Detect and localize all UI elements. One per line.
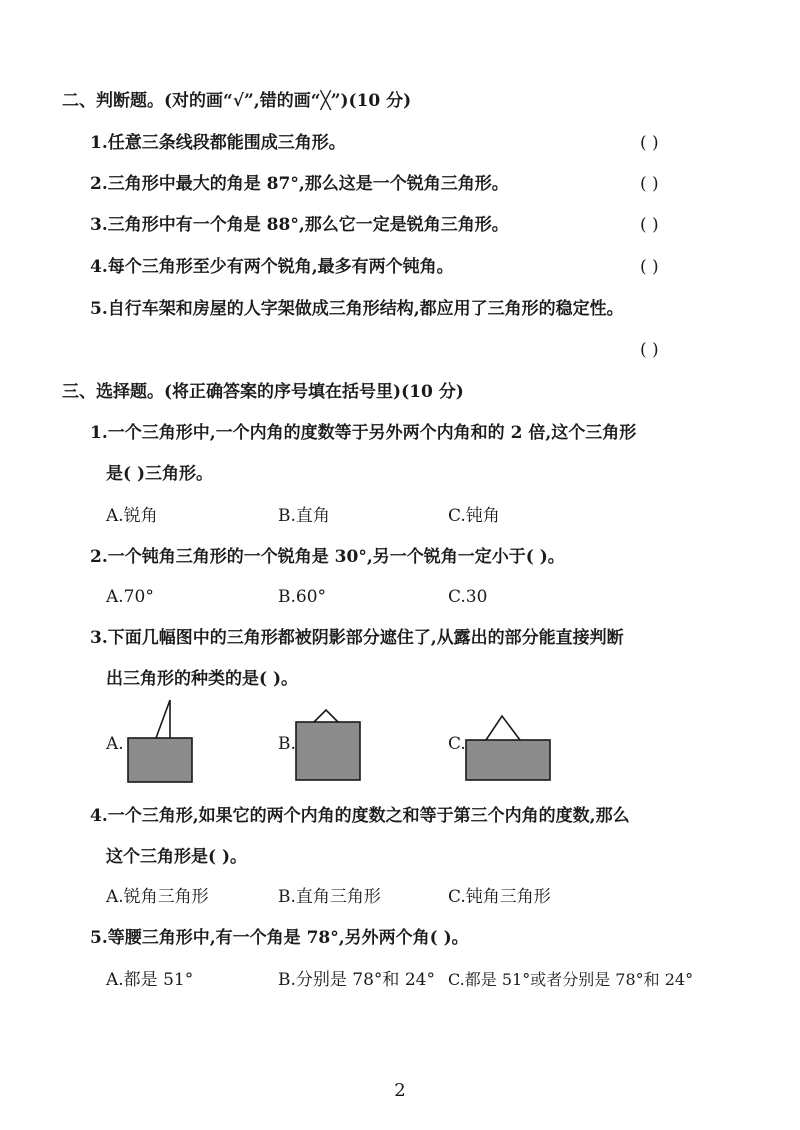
choice-q1-line2: 是( )三角形。 (106, 464, 214, 484)
answer-paren-2[interactable]: ( ) (640, 174, 659, 194)
choice-q5-option-a: A.都是 51° (106, 970, 194, 990)
choice-q3-text: 下面几幅图中的三角形都被阴影部分遮住了,从露出的部分能直接判断 (107, 628, 624, 648)
choice-q5-option-b: B.分别是 78°和 24° (278, 970, 435, 990)
figure-b-triangle-diagram (290, 700, 366, 784)
answer-paren-5[interactable]: ( ) (640, 340, 659, 360)
judge-item-text: 三角形中有一个角是 88°,那么它一定是锐角三角形。 (107, 215, 509, 235)
page-number: 2 (394, 1080, 406, 1101)
choice-q4-option-b: B.直角三角形 (278, 887, 381, 907)
choice-q4-text: 一个三角形,如果它的两个内角的度数之和等于第三个内角的度数,那么 (107, 806, 630, 826)
choice-q1-option-b: B.直角 (278, 506, 330, 526)
judge-item-num: 1. (90, 133, 108, 153)
section3-title: 三、选择题。(将正确答案的序号填在括号里)(10 分) (62, 382, 464, 402)
choice-q2-num: 2. (90, 547, 108, 567)
choice-q2-option-b: B.60° (278, 587, 327, 607)
figure-c-shade-rect (466, 740, 550, 780)
choice-q3-line2: 出三角形的种类的是( )。 (106, 669, 299, 689)
figure-a-label: A. (106, 734, 124, 754)
choice-q1-option-c: C.钝角 (448, 506, 500, 526)
choice-q4-line2: 这个三角形是( )。 (106, 847, 248, 867)
choice-q1-option-a: A.锐角 (106, 506, 158, 526)
choice-q4-option-c: C.钝角三角形 (448, 887, 551, 907)
judge-item-num: 5. (90, 299, 108, 319)
judge-item-num: 4. (90, 257, 108, 277)
choice-q4-line1 (90, 804, 630, 828)
choice-q1-num: 1. (90, 423, 108, 443)
judge-item-3 (90, 213, 509, 237)
figure-c-label: C. (448, 734, 466, 754)
choice-q2-text: 一个钝角三角形的一个锐角是 30°,另一个锐角一定小于( )。 (107, 547, 565, 567)
choice-q5-option-c: C.都是 51°或者分别是 78°和 24° (448, 970, 694, 989)
figure-c-triangle-edge (486, 716, 520, 740)
section2-title: 二、判断题。(对的画“√”,错的画“╳”)(10 分) (62, 91, 412, 111)
judge-item-num: 3. (90, 215, 108, 235)
figure-c-triangle-diagram (462, 700, 554, 784)
answer-paren-4[interactable]: ( ) (640, 257, 659, 277)
choice-q4-option-a: A.锐角三角形 (106, 887, 209, 907)
figure-a-shade-rect (128, 738, 192, 782)
judge-item-2 (90, 172, 509, 196)
choice-q5-line1 (90, 926, 469, 950)
choice-q2-line1 (90, 545, 565, 569)
answer-paren-3[interactable]: ( ) (640, 215, 659, 235)
choice-q5-text: 等腰三角形中,有一个角是 78°,另外两个角( )。 (107, 928, 469, 948)
choice-q2-option-c: C.30 (448, 587, 488, 607)
choice-q1-text: 一个三角形中,一个内角的度数等于另外两个内角和的 2 倍,这个三角形 (107, 423, 637, 443)
choice-q3-line1 (90, 626, 624, 650)
choice-q2-option-a: A.70° (106, 587, 154, 607)
choice-q3-num: 3. (90, 628, 108, 648)
figure-a-triangle-edge (156, 700, 170, 738)
figure-b-label: B. (278, 734, 296, 754)
choice-q1-line1 (90, 421, 636, 445)
figure-b-shade-rect (296, 722, 360, 780)
choice-q5-num: 5. (90, 928, 108, 948)
judge-item-5 (90, 297, 624, 321)
judge-item-text: 自行车架和房屋的人字架做成三角形结构,都应用了三角形的稳定性。 (107, 299, 624, 319)
judge-item-text: 三角形中最大的角是 87°,那么这是一个锐角三角形。 (107, 174, 509, 194)
judge-item-num: 2. (90, 174, 108, 194)
figure-a-triangle-diagram (120, 700, 200, 784)
choice-q4-num: 4. (90, 806, 108, 826)
answer-paren-1[interactable]: ( ) (640, 133, 659, 153)
judge-item-text: 任意三条线段都能围成三角形。 (107, 133, 346, 153)
judge-item-4 (90, 255, 454, 279)
judge-item-text: 每个三角形至少有两个锐角,最多有两个钝角。 (107, 257, 454, 277)
judge-item-1 (90, 131, 346, 155)
figure-b-triangle-edge (314, 710, 338, 722)
